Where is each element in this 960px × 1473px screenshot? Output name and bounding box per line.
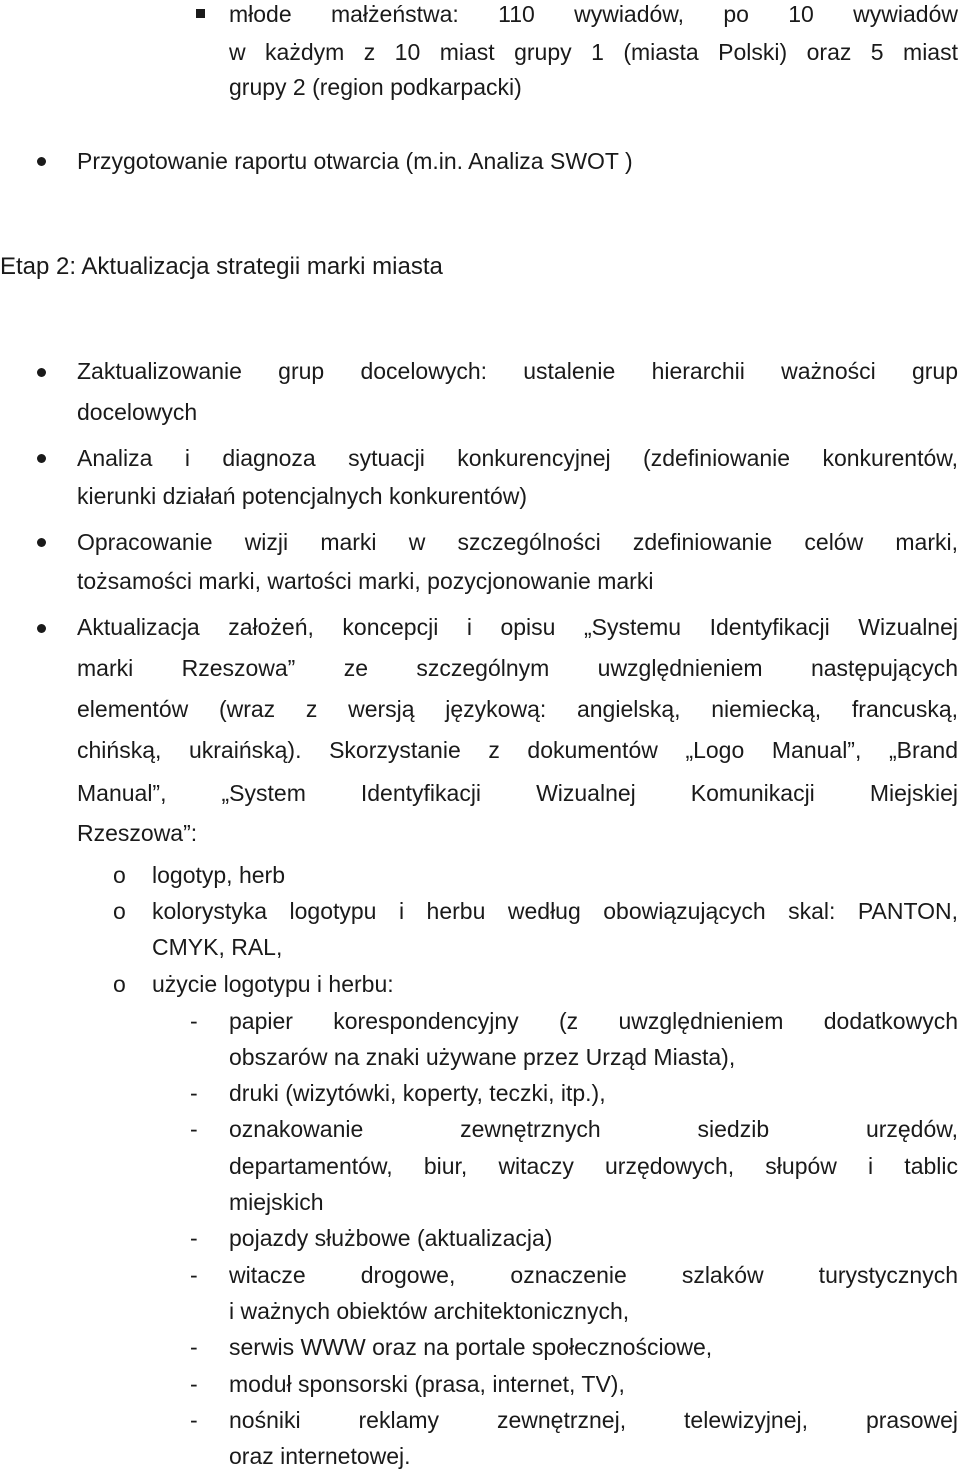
sub-list-item-line: kolorystyka logotypu i herbu według obowiązujących skal: PANTON, <box>152 898 958 924</box>
dash-bullet-icon: - <box>190 1334 198 1360</box>
list-item-line: Analiza i diagnoza sytuacji konkurencyjnej (zdefiniowanie konkurentów, <box>77 445 958 471</box>
dash-bullet-icon: - <box>190 1407 198 1433</box>
dash-list-item: serwis WWW oraz na portale społecznościowe, <box>229 1334 713 1360</box>
list-item-line: chińską, ukraińską). Skorzystanie z dokumentów „Logo Manual”, „Brand <box>77 737 958 763</box>
dash-bullet-icon: - <box>190 1008 198 1034</box>
sub-bullet-icon: o <box>113 898 126 924</box>
dash-bullet-icon: - <box>190 1371 198 1397</box>
dash-bullet-icon: - <box>190 1116 198 1142</box>
list-item-line: Manual”, „System Identyfikacji Wizualnej Komunikacji Miejskiej <box>77 780 958 806</box>
square-bullet-icon <box>196 9 205 18</box>
dash-list-item-line: oznakowanie zewnętrznych siedzib urzędów, <box>229 1116 958 1142</box>
list-item-line: docelowych <box>77 399 198 425</box>
round-bullet-icon <box>37 454 46 463</box>
list-item-line: tożsamości marki, wartości marki, pozycjonowanie marki <box>77 568 654 594</box>
sub-list-item: logotyp, herb <box>152 862 285 888</box>
list-item-line: marki Rzeszowa” ze szczególnym uwzględnieniem następujących <box>77 655 958 681</box>
list-item-line: Zaktualizowanie grup docelowych: ustalenie hierarchii ważności grup <box>77 358 958 384</box>
sub-list-item-line: CMYK, RAL, <box>152 934 283 960</box>
dash-bullet-icon: - <box>190 1262 198 1288</box>
dash-list-item: pojazdy służbowe (aktualizacja) <box>229 1225 553 1251</box>
list-item-line: młode małżeństwa: 110 wywiadów, po 10 wywiadów <box>229 1 958 27</box>
list-item: Przygotowanie raportu otwarcia (m.in. Analiza SWOT ) <box>77 148 633 174</box>
sub-bullet-icon: o <box>113 862 126 888</box>
dash-bullet-icon: - <box>190 1080 198 1106</box>
list-item-line: grupy 2 (region podkarpacki) <box>229 74 522 100</box>
list-item-line: Opracowanie wizji marki w szczególności zdefiniowanie celów marki, <box>77 529 958 555</box>
dash-list-item-line: miejskich <box>229 1189 324 1215</box>
round-bullet-icon <box>37 538 46 547</box>
list-item-line: w każdym z 10 miast grupy 1 (miasta Polski) oraz 5 miast <box>229 39 958 65</box>
list-item-line: elementów (wraz z wersją językową: angielską, niemiecką, francuską, <box>77 696 958 722</box>
dash-list-item: druki (wizytówki, koperty, teczki, itp.), <box>229 1080 606 1106</box>
dash-list-item-line: i ważnych obiektów architektonicznych, <box>229 1298 630 1324</box>
sub-bullet-icon: o <box>113 971 126 997</box>
sub-list-item: użycie logotypu i herbu: <box>152 971 394 997</box>
list-item-line: kierunki działań potencjalnych konkurentów) <box>77 483 528 509</box>
dash-list-item-line: departamentów, biur, witaczy urzędowych, słupów i tablic <box>229 1153 958 1179</box>
dash-list-item-line: witacze drogowe, oznaczenie szlaków turystycznych <box>229 1262 958 1288</box>
dash-bullet-icon: - <box>190 1225 198 1251</box>
round-bullet-icon <box>37 624 46 633</box>
round-bullet-icon <box>37 368 46 377</box>
dash-list-item: moduł sponsorski (prasa, internet, TV), <box>229 1371 625 1397</box>
dash-list-item-line: oraz internetowej. <box>229 1443 411 1469</box>
section-heading: Etap 2: Aktualizacja strategii marki miasta <box>0 253 443 280</box>
list-item-line: Rzeszowa”: <box>77 820 198 846</box>
dash-list-item-line: nośniki reklamy zewnętrznej, telewizyjnej, prasowej <box>229 1407 958 1433</box>
dash-list-item-line: papier korespondencyjny (z uwzględnieniem dodatkowych <box>229 1008 958 1034</box>
round-bullet-icon <box>37 157 46 166</box>
list-item-line: Aktualizacja założeń, koncepcji i opisu „Systemu Identyfikacji Wizualnej <box>77 614 958 640</box>
dash-list-item-line: obszarów na znaki używane przez Urząd Miasta), <box>229 1044 736 1070</box>
